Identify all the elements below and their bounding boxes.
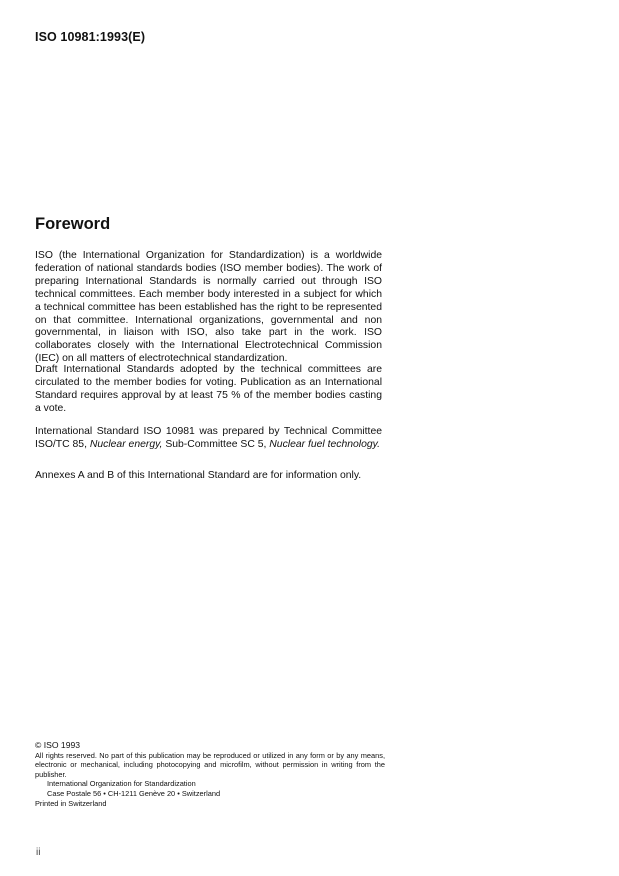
document-id: ISO 10981:1993(E) xyxy=(35,30,146,44)
paragraph-draft-standards: Draft International Standards adopted by the technical committees are circulated to the member bodies for voting. Publication as an International Standard requires approval by at least 75 % of the member bodies casting a vote. xyxy=(35,364,382,414)
printed-in: Printed in Switzerland xyxy=(35,798,107,808)
prepared-by-text: International Standard ISO 10981 was prepared by Technical Committee ISO/TC 85, xyxy=(35,426,382,450)
copyright-block xyxy=(35,741,385,808)
section-title: Foreword xyxy=(35,215,111,233)
publisher-address: Case Postale 56 • CH-1211 Genève 20 • Switzerland xyxy=(47,788,221,798)
paragraph-prepared-by xyxy=(35,426,382,452)
committee-name: Nuclear energy, xyxy=(89,438,163,450)
rights-statement: All rights reserved. No part of this publication may be reproduced or utilized in any form or by any means, electronic or mechanical, including photocopying and microfilm, without permission in writing from the publisher. xyxy=(35,750,385,779)
subcommittee-name: Nuclear fuel technology. xyxy=(269,438,380,450)
paragraph-iso-intro: ISO (the International Organization for Standardization) is a worldwide federation of national standards bodies (ISO member bodies). The work of preparing International Standards is normally carried out through ISO technical committees. Each member body interested in a subject for which a technical committee has been established has the right to be represented on that committee. International organizations, governmental and non governmental, in liaison with ISO, also take part in the work. ISO collaborates closely with the International Electrotechnical Commission (IEC) on all matters of electrotechnical standardization. xyxy=(35,250,382,365)
subcommittee-text: Sub-Committee SC 5, xyxy=(162,438,270,450)
paragraph-annexes: Annexes A and B of this International Standard are for information only. xyxy=(35,470,362,481)
page-number: ii xyxy=(36,847,41,858)
copyright-notice: © ISO 1993 xyxy=(35,740,81,750)
publisher-name: International Organization for Standardization xyxy=(47,779,196,789)
